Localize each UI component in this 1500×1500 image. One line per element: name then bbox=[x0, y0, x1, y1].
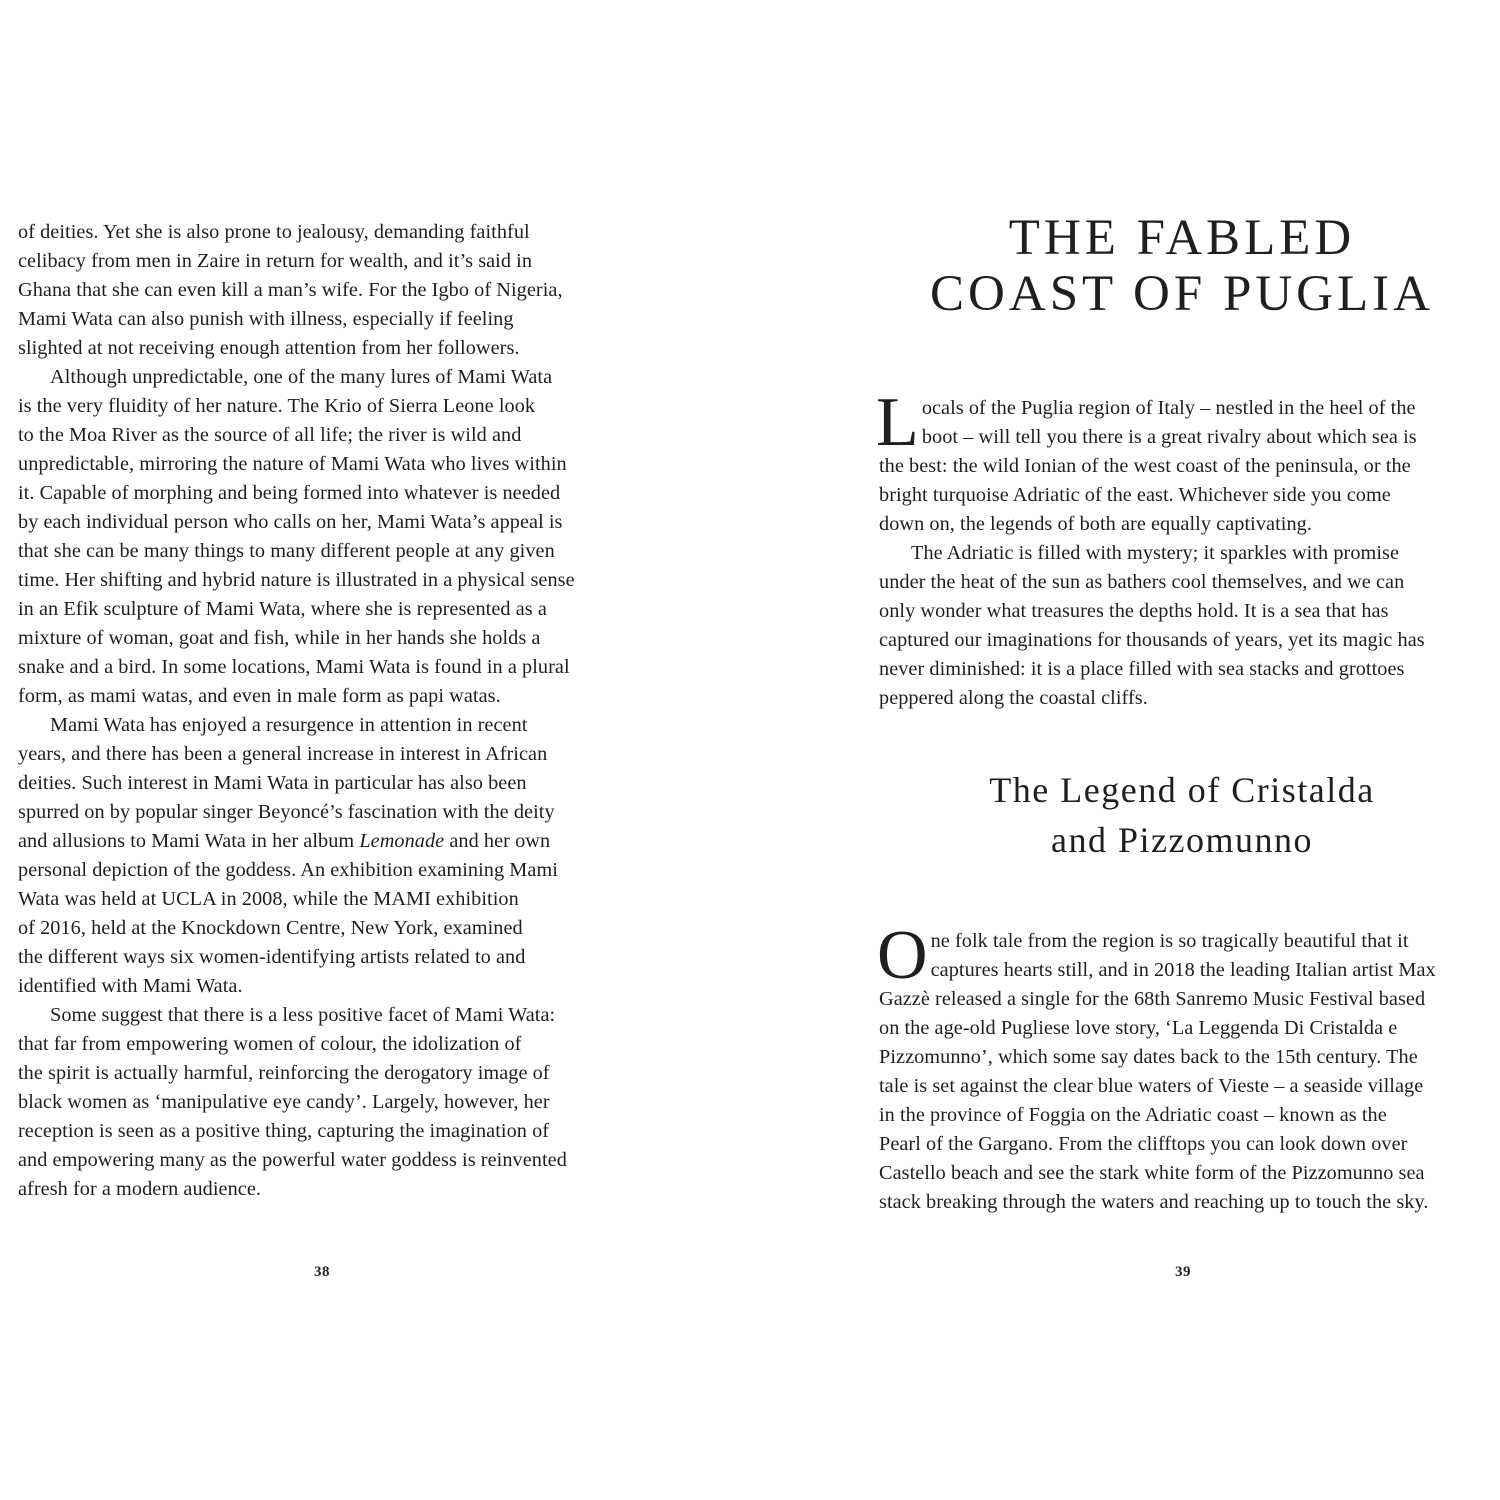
text-fragment: and her own bbox=[444, 830, 551, 852]
text-line: black women as ‘manipulative eye candy’. Largely, however, her bbox=[18, 1091, 550, 1113]
text-line: and empowering many as the powerful water goddess is reinvented bbox=[18, 1149, 567, 1171]
intro-paragraph bbox=[876, 384, 1485, 539]
chapter-title-line-2: COAST OF PUGLIA bbox=[930, 266, 1434, 322]
text-line: years, and there has been a general increase in interest in African bbox=[18, 743, 548, 765]
text-line: captures hearts still, and in 2018 the leading Italian artist Max bbox=[930, 959, 1436, 981]
text-line: the best: the wild Ionian of the west coast of the peninsula, or the bbox=[879, 455, 1411, 477]
text-line: down on, the legends of both are equally captivating. bbox=[879, 513, 1312, 535]
left-paragraph-3 bbox=[18, 711, 630, 1001]
text-line: by each individual person who calls on her, Mami Wata’s appeal is bbox=[18, 511, 563, 533]
left-page bbox=[18, 218, 630, 1204]
text-line: mixture of woman, goat and fish, while in her hands she holds a bbox=[18, 627, 541, 649]
text-line: bright turquoise Adriatic of the east. Whichever side you come bbox=[879, 484, 1391, 506]
text-line: deities. Such interest in Mami Wata in particular has also been bbox=[18, 772, 527, 794]
text-line: on the age-old Pugliese love story, ‘La Leggenda Di Cristalda e bbox=[879, 1017, 1398, 1039]
text-line bbox=[18, 830, 550, 852]
adriatic-paragraph bbox=[879, 539, 1485, 713]
text-line: tale is set against the clear blue waters of Vieste – a seaside village bbox=[879, 1075, 1424, 1097]
text-line: Ghana that she can even kill a man’s wife. For the Igbo of Nigeria, bbox=[18, 279, 563, 301]
story-paragraph bbox=[877, 917, 1485, 1217]
dropcap-o: O bbox=[877, 917, 928, 994]
left-paragraph-2 bbox=[18, 363, 630, 711]
section-title-line-1: The Legend of Cristalda bbox=[989, 770, 1375, 810]
text-line: personal depiction of the goddess. An exhibition examining Mami bbox=[18, 859, 558, 881]
right-page bbox=[876, 210, 1485, 1217]
section-title-line-2: and Pizzomunno bbox=[1051, 820, 1313, 860]
text-line: never diminished: it is a place filled with sea stacks and grottoes bbox=[879, 658, 1405, 680]
chapter-title bbox=[879, 210, 1485, 322]
text-line: reception is seen as a positive thing, capturing the imagination of bbox=[18, 1120, 550, 1142]
left-paragraph-1 bbox=[18, 218, 630, 363]
chapter-title-line-1: THE FABLED bbox=[1008, 210, 1356, 266]
text-fragment: and allusions to Mami Wata in her album bbox=[18, 830, 360, 852]
text-line: time. Her shifting and hybrid nature is illustrated in a physical sense bbox=[18, 569, 575, 591]
text-line: the different ways six women-identifying artists related to and bbox=[18, 946, 526, 968]
text-line: Mami Wata has enjoyed a resurgence in attention in recent bbox=[50, 714, 528, 736]
text-line: Mami Wata can also punish with illness, especially if feeling bbox=[18, 308, 514, 330]
text-line: captured our imaginations for thousands of years, yet its magic has bbox=[879, 629, 1425, 651]
text-line: afresh for a modern audience. bbox=[18, 1178, 262, 1200]
text-line: snake and a bird. In some locations, Mami Wata is found in a plural bbox=[18, 656, 570, 678]
text-line: of 2016, held at the Knockdown Centre, New York, examined bbox=[18, 917, 523, 939]
left-paragraph-4 bbox=[18, 1001, 630, 1204]
text-line: boot – will tell you there is a great rivalry about which sea is bbox=[921, 426, 1417, 448]
text-line: Gazzè released a single for the 68th Sanremo Music Festival based bbox=[879, 988, 1426, 1010]
text-line: Wata was held at UCLA in 2008, while the MAMI exhibition bbox=[18, 888, 519, 910]
text-line: only wonder what treasures the depths hold. It is a sea that has bbox=[879, 600, 1389, 622]
text-line: under the heat of the sun as bathers cool themselves, and we can bbox=[879, 571, 1405, 593]
text-line: that she can be many things to many different people at any given bbox=[18, 540, 555, 562]
text-line: stack breaking through the waters and reaching up to touch the sky. bbox=[879, 1191, 1429, 1213]
dropcap-l: L bbox=[876, 384, 919, 461]
text-line: unpredictable, mirroring the nature of Mami Wata who lives within bbox=[18, 453, 567, 475]
text-line: peppered along the coastal cliffs. bbox=[879, 687, 1148, 709]
text-line: the spirit is actually harmful, reinforcing the derogatory image of bbox=[18, 1062, 550, 1084]
text-line: spurred on by popular singer Beyoncé’s fascination with the deity bbox=[18, 801, 555, 823]
text-line: ne folk tale from the region is so tragically beautiful that it bbox=[930, 930, 1409, 952]
page-number-right: 39 bbox=[1175, 1264, 1191, 1280]
text-line: form, as mami watas, and even in male form as papi watas. bbox=[18, 685, 501, 707]
text-line: in an Efik sculpture of Mami Wata, where she is represented as a bbox=[18, 598, 547, 620]
text-line: Pearl of the Gargano. From the clifftops you can look down over bbox=[879, 1133, 1408, 1155]
text-line: it. Capable of morphing and being formed into whatever is needed bbox=[18, 482, 561, 504]
text-line: to the Moa River as the source of all life; the river is wild and bbox=[18, 424, 522, 446]
text-line: that far from empowering women of colour, the idolization of bbox=[18, 1033, 522, 1055]
text-line: of deities. Yet she is also prone to jealousy, demanding faithful bbox=[18, 221, 530, 243]
text-line: The Adriatic is filled with mystery; it sparkles with promise bbox=[911, 542, 1400, 564]
text-line: Although unpredictable, one of the many lures of Mami Wata bbox=[50, 366, 553, 388]
text-line: identified with Mami Wata. bbox=[18, 975, 243, 997]
text-line: slighted at not receiving enough attention from her followers. bbox=[18, 337, 520, 359]
text-line: is the very fluidity of her nature. The Krio of Sierra Leone look bbox=[18, 395, 536, 417]
text-line: celibacy from men in Zaire in return for wealth, and it’s said in bbox=[18, 250, 533, 272]
text-line: in the province of Foggia on the Adriatic coast – known as the bbox=[879, 1104, 1387, 1126]
section-title bbox=[879, 765, 1485, 865]
text-line: ocals of the Puglia region of Italy – nestled in the heel of the bbox=[921, 397, 1416, 419]
text-line: Some suggest that there is a less positive facet of Mami Wata: bbox=[50, 1004, 556, 1026]
album-title: Lemonade bbox=[359, 830, 445, 852]
page-number-left: 38 bbox=[314, 1264, 330, 1280]
text-line: Castello beach and see the stark white form of the Pizzomunno sea bbox=[879, 1162, 1425, 1184]
text-line: Pizzomunno’, which some say dates back to the 15th century. The bbox=[879, 1046, 1418, 1068]
